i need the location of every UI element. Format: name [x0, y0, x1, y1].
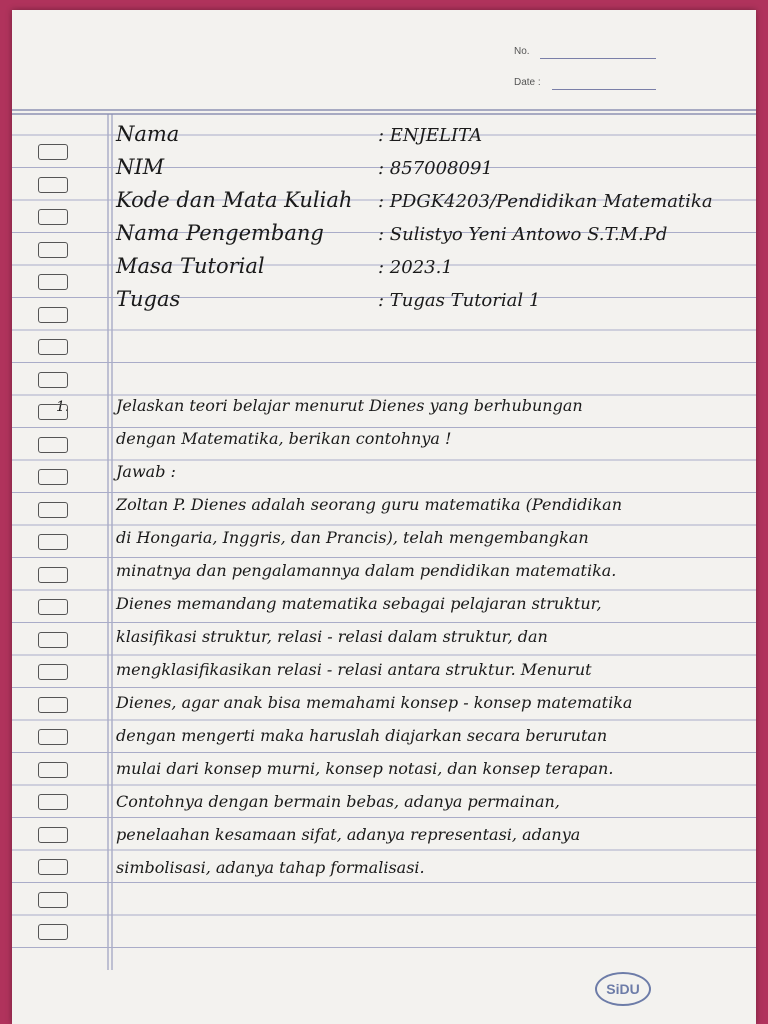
row-checkbox	[38, 437, 68, 453]
field-value: : 857008091	[378, 158, 493, 179]
row-checkbox	[38, 307, 68, 323]
answer-line: dengan Matematika, berikan contohnya !	[116, 429, 452, 448]
row-checkbox	[38, 859, 68, 875]
answer-line: Zoltan P. Dienes adalah seorang guru matematika (Pendidikan	[116, 495, 622, 514]
row-checkbox	[38, 534, 68, 550]
row-checkbox	[38, 404, 68, 420]
row-checkbox	[38, 729, 68, 745]
row-checkbox	[38, 177, 68, 193]
answer-line: mengklasifikasikan relasi - relasi antara struktur. Menurut	[116, 660, 592, 679]
row-checkbox	[38, 567, 68, 583]
notebook-page	[12, 10, 756, 1024]
date-underline	[552, 89, 656, 90]
row-checkbox	[38, 664, 68, 680]
row-checkbox	[38, 697, 68, 713]
answer-line: minatnya dan pengalamannya dalam pendidikan matematika.	[116, 561, 617, 580]
answer-line: penelaahan kesamaan sifat, adanya representasi, adanya	[116, 825, 581, 844]
row-checkbox	[38, 632, 68, 648]
row-checkbox	[38, 827, 68, 843]
field-label: Kode dan Mata Kuliah	[116, 188, 353, 212]
date-label: Date :	[514, 77, 541, 88]
answer-line: Dienes, agar anak bisa memahami konsep - konsep matematika	[116, 693, 633, 712]
row-checkbox	[38, 794, 68, 810]
field-value: : ENJELITA	[378, 125, 483, 146]
answer-line: Jelaskan teori belajar menurut Dienes yang berhubungan	[116, 396, 583, 415]
row-checkbox	[38, 372, 68, 388]
row-checkbox	[38, 924, 68, 940]
answer-line: klasifikasi struktur, relasi - relasi dalam struktur, dan	[116, 627, 548, 646]
sidu-logo	[595, 972, 651, 1006]
row-checkbox	[38, 339, 68, 355]
answer-line: dengan mengerti maka haruslah diajarkan secara berurutan	[116, 726, 608, 745]
row-checkbox	[38, 469, 68, 485]
answer-line: simbolisasi, adanya tahap formalisasi.	[116, 858, 425, 877]
field-value: : Tugas Tutorial 1	[378, 290, 541, 311]
field-label: Masa Tutorial	[116, 254, 265, 278]
answer-line: Jawab :	[116, 462, 176, 481]
row-checkbox	[38, 599, 68, 615]
answer-line: mulai dari konsep murni, konsep notasi, dan konsep terapan.	[116, 759, 614, 778]
answer-line: Dienes memandang matematika sebagai pelajaran struktur,	[116, 594, 602, 613]
field-label: Tugas	[116, 287, 181, 311]
answer-line: Contohnya dengan bermain bebas, adanya permainan,	[116, 792, 560, 811]
row-checkbox	[38, 144, 68, 160]
row-checkbox	[38, 209, 68, 225]
field-label: NIM	[116, 155, 165, 179]
row-checkbox	[38, 274, 68, 290]
no-label: No.	[514, 46, 530, 57]
answer-line: di Hongaria, Inggris, dan Prancis), telah mengembangkan	[116, 528, 589, 547]
no-underline	[540, 58, 656, 59]
field-value: : PDGK4203/Pendidikan Matematika	[378, 191, 713, 212]
field-value: : 2023.1	[378, 257, 453, 278]
row-checkbox	[38, 762, 68, 778]
field-label: Nama	[116, 122, 180, 146]
field-value: : Sulistyo Yeni Antowo S.T.M.Pd	[378, 224, 668, 245]
sidu-logo-text: SiDU	[606, 981, 640, 997]
question-number: 1.	[56, 399, 70, 415]
field-label: Nama Pengembang	[116, 221, 324, 245]
row-checkbox	[38, 892, 68, 908]
row-checkbox	[38, 502, 68, 518]
row-checkbox	[38, 242, 68, 258]
